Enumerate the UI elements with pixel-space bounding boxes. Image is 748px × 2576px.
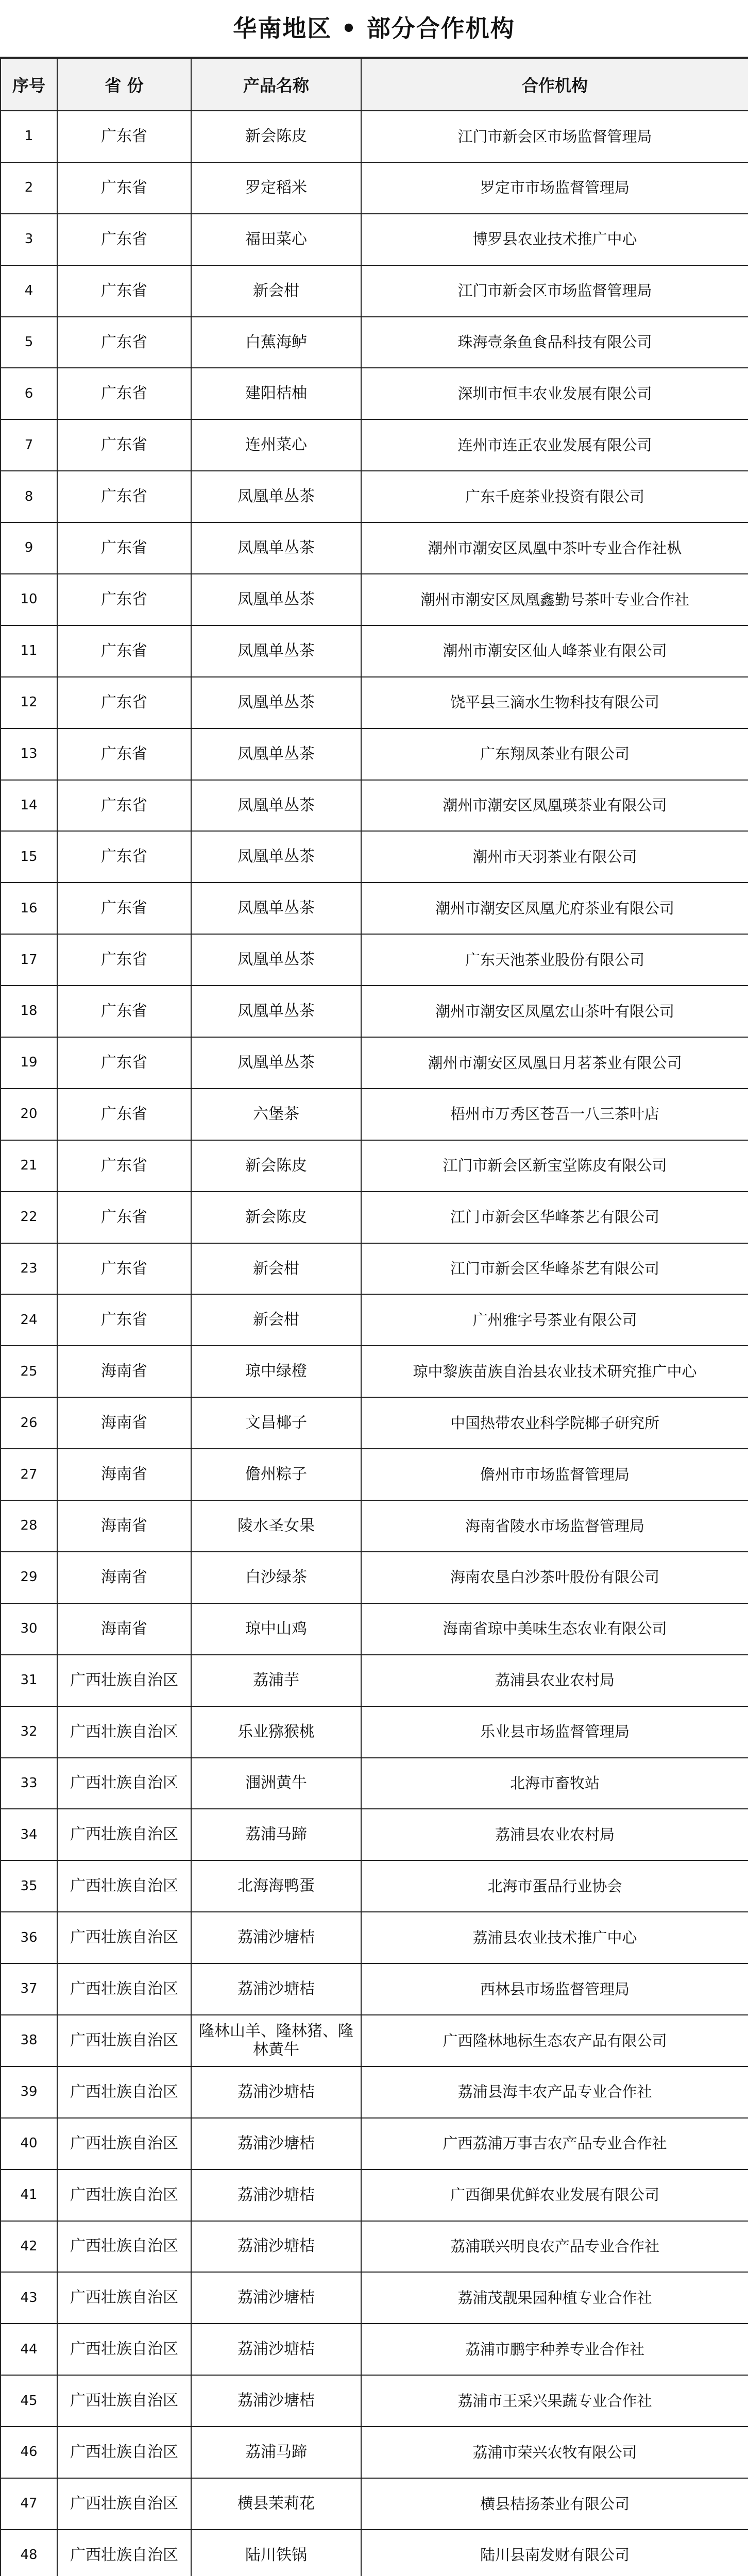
cell-province: 海南省: [57, 1603, 191, 1655]
table-row: [1, 265, 748, 317]
cell-province: 广东省: [57, 265, 191, 317]
table-row: [1, 1294, 748, 1346]
cell-organization: 梧州市万秀区苍吾一八三茶叶店: [361, 1089, 748, 1140]
cell-index: 32: [1, 1706, 57, 1758]
cell-index: 25: [1, 1346, 57, 1397]
table-row: [1, 1449, 748, 1500]
cell-organization: 广西隆林地标生态农产品有限公司: [361, 2015, 748, 2066]
cell-index: 29: [1, 1552, 57, 1603]
cell-product: 隆林山羊、隆林猪、隆林黄牛: [191, 2015, 361, 2066]
header-organization: 合作机构: [361, 58, 748, 111]
cell-product: 凤凰单丛茶: [191, 677, 361, 728]
cell-organization: 江门市新会区新宝堂陈皮有限公司: [361, 1140, 748, 1192]
cell-province: 广东省: [57, 317, 191, 368]
cell-product: 荔浦沙塘桔: [191, 2066, 361, 2118]
table-row: [1, 1346, 748, 1397]
cell-province: 广东省: [57, 419, 191, 471]
table-row: [1, 986, 748, 1037]
header-province: 省 份: [57, 58, 191, 111]
cell-index: 18: [1, 986, 57, 1037]
table-row: [1, 1500, 748, 1552]
cell-province: 广东省: [57, 522, 191, 574]
cell-organization: 中国热带农业科学院椰子研究所: [361, 1397, 748, 1449]
cell-product: 凤凰单丛茶: [191, 1037, 361, 1089]
cell-province: 广东省: [57, 1243, 191, 1295]
cell-organization: 广州雅字号茶业有限公司: [361, 1294, 748, 1346]
cell-index: 6: [1, 368, 57, 419]
cell-province: 广东省: [57, 1037, 191, 1089]
cell-product: 新会陈皮: [191, 1192, 361, 1243]
cell-product: 凤凰单丛茶: [191, 780, 361, 832]
cell-province: 广西壮族自治区: [57, 1860, 191, 1912]
table-row: [1, 2324, 748, 2375]
cell-province: 广西壮族自治区: [57, 2478, 191, 2530]
table-row: [1, 1603, 748, 1655]
cell-province: 广西壮族自治区: [57, 2118, 191, 2170]
cell-product: 白沙绿茶: [191, 1552, 361, 1603]
cell-index: 22: [1, 1192, 57, 1243]
cell-index: 45: [1, 2375, 57, 2427]
table-row: [1, 1860, 748, 1912]
cell-product: 荔浦沙塘桔: [191, 2375, 361, 2427]
cell-product: 琼中绿橙: [191, 1346, 361, 1397]
cell-index: 16: [1, 883, 57, 934]
cell-province: 广东省: [57, 780, 191, 832]
header-index: 序号: [1, 58, 57, 111]
cell-organization: 海南省琼中美味生态农业有限公司: [361, 1603, 748, 1655]
cell-province: 广西壮族自治区: [57, 1706, 191, 1758]
cell-product: 横县茉莉花: [191, 2478, 361, 2530]
cell-product: 凤凰单丛茶: [191, 574, 361, 625]
cell-province: 广东省: [57, 1140, 191, 1192]
cell-province: 广东省: [57, 214, 191, 265]
cell-organization: 广东翔凤茶业有限公司: [361, 728, 748, 780]
table-row: [1, 368, 748, 419]
cell-organization: 荔浦市鹏宇种养专业合作社: [361, 2324, 748, 2375]
cell-province: 海南省: [57, 1500, 191, 1552]
cell-product: 荔浦沙塘桔: [191, 2118, 361, 2170]
cell-product: 陆川铁锅: [191, 2530, 361, 2576]
cell-index: 35: [1, 1860, 57, 1912]
table-row: [1, 2066, 748, 2118]
cell-index: 46: [1, 2427, 57, 2478]
cell-index: 40: [1, 2118, 57, 2170]
table-row: [1, 1140, 748, 1192]
cell-product: 荔浦沙塘桔: [191, 2221, 361, 2273]
cell-province: 广西壮族自治区: [57, 1809, 191, 1860]
cell-province: 广西壮族自治区: [57, 2170, 191, 2221]
cell-province: 海南省: [57, 1397, 191, 1449]
cell-index: 47: [1, 2478, 57, 2530]
cell-organization: 陆川县南发财有限公司: [361, 2530, 748, 2576]
cell-province: 广东省: [57, 677, 191, 728]
cell-index: 20: [1, 1089, 57, 1140]
cell-province: 广西壮族自治区: [57, 2272, 191, 2324]
cell-organization: 荔浦县农业农村局: [361, 1809, 748, 1860]
cell-product: 凤凰单丛茶: [191, 986, 361, 1037]
cell-province: 广东省: [57, 471, 191, 522]
cell-organization: 珠海壹条鱼食品科技有限公司: [361, 317, 748, 368]
cell-organization: 潮州市潮安区凤凰尤府茶业有限公司: [361, 883, 748, 934]
cell-province: 广西壮族自治区: [57, 2530, 191, 2576]
cell-organization: 潮州市潮安区凤凰瑛茶业有限公司: [361, 780, 748, 832]
table-row: [1, 831, 748, 883]
cell-product: 凤凰单丛茶: [191, 471, 361, 522]
cell-organization: 潮州市潮安区凤凰鑫勤号茶叶专业合作社: [361, 574, 748, 625]
table-row: [1, 1706, 748, 1758]
table-row: [1, 574, 748, 625]
cell-index: 23: [1, 1243, 57, 1295]
table-row: [1, 1912, 748, 1963]
cell-index: 10: [1, 574, 57, 625]
cell-index: 11: [1, 625, 57, 677]
cell-organization: 荔浦县海丰农产品专业合作社: [361, 2066, 748, 2118]
cell-index: 37: [1, 1963, 57, 2015]
cell-province: 广东省: [57, 1192, 191, 1243]
cell-index: 44: [1, 2324, 57, 2375]
table-row: [1, 1089, 748, 1140]
cell-organization: 博罗县农业技术推广中心: [361, 214, 748, 265]
cell-province: 广东省: [57, 1294, 191, 1346]
cell-index: 42: [1, 2221, 57, 2273]
cell-organization: 广西荔浦万事吉农产品专业合作社: [361, 2118, 748, 2170]
cell-organization: 潮州市潮安区仙人峰茶业有限公司: [361, 625, 748, 677]
cell-index: 14: [1, 780, 57, 832]
cell-product: 涠洲黄牛: [191, 1758, 361, 1809]
cell-organization: 北海市畜牧站: [361, 1758, 748, 1809]
cell-province: 海南省: [57, 1552, 191, 1603]
cell-product: 凤凰单丛茶: [191, 934, 361, 986]
cell-index: 38: [1, 2015, 57, 2066]
cell-province: 广东省: [57, 625, 191, 677]
cell-index: 24: [1, 1294, 57, 1346]
cell-product: 乐业猕猴桃: [191, 1706, 361, 1758]
cell-organization: 荔浦市王采兴果蔬专业合作社: [361, 2375, 748, 2427]
table-row: [1, 1758, 748, 1809]
table-row: [1, 419, 748, 471]
cell-province: 广西壮族自治区: [57, 2427, 191, 2478]
cell-product: 荔浦马蹄: [191, 1809, 361, 1860]
table-row: [1, 883, 748, 934]
cell-index: 48: [1, 2530, 57, 2576]
cell-organization: 饶平县三滴水生物科技有限公司: [361, 677, 748, 728]
cell-index: 17: [1, 934, 57, 986]
cell-province: 广东省: [57, 831, 191, 883]
cell-province: 广东省: [57, 368, 191, 419]
cell-index: 5: [1, 317, 57, 368]
table-row: [1, 162, 748, 214]
cell-organization: 潮州市天羽茶业有限公司: [361, 831, 748, 883]
table-row: [1, 2427, 748, 2478]
cell-index: 2: [1, 162, 57, 214]
cell-organization: 连州市连正农业发展有限公司: [361, 419, 748, 471]
cell-province: 广西壮族自治区: [57, 2221, 191, 2273]
partner-table: [0, 58, 748, 2576]
table-row: [1, 317, 748, 368]
cell-index: 13: [1, 728, 57, 780]
cell-product: 新会柑: [191, 1294, 361, 1346]
cell-province: 广西壮族自治区: [57, 2066, 191, 2118]
cell-product: 六堡茶: [191, 1089, 361, 1140]
cell-index: 4: [1, 265, 57, 317]
cell-organization: 荔浦市荣兴农牧有限公司: [361, 2427, 748, 2478]
cell-index: 7: [1, 419, 57, 471]
cell-province: 广西壮族自治区: [57, 2324, 191, 2375]
cell-province: 广东省: [57, 986, 191, 1037]
cell-province: 广东省: [57, 934, 191, 986]
cell-product: 凤凰单丛茶: [191, 831, 361, 883]
cell-organization: 琼中黎族苗族自治县农业技术研究推广中心: [361, 1346, 748, 1397]
table-row: [1, 522, 748, 574]
cell-product: 北海海鸭蛋: [191, 1860, 361, 1912]
cell-organization: 西林县市场监督管理局: [361, 1963, 748, 2015]
table-row: [1, 1037, 748, 1089]
cell-product: 荔浦沙塘桔: [191, 2272, 361, 2324]
cell-organization: 横县桔扬茶业有限公司: [361, 2478, 748, 2530]
cell-organization: 荔浦联兴明良农产品专业合作社: [361, 2221, 748, 2273]
cell-product: 新会柑: [191, 265, 361, 317]
cell-product: 罗定稻米: [191, 162, 361, 214]
table-row: [1, 2478, 748, 2530]
cell-index: 43: [1, 2272, 57, 2324]
cell-product: 荔浦芋: [191, 1655, 361, 1706]
cell-index: 27: [1, 1449, 57, 1500]
cell-product: 儋州粽子: [191, 1449, 361, 1500]
cell-province: 广西壮族自治区: [57, 1655, 191, 1706]
cell-organization: 海南农垦白沙茶叶股份有限公司: [361, 1552, 748, 1603]
cell-product: 连州菜心: [191, 419, 361, 471]
table-row: [1, 2272, 748, 2324]
cell-index: 28: [1, 1500, 57, 1552]
cell-product: 凤凰单丛茶: [191, 522, 361, 574]
table-header-row: [1, 58, 748, 111]
cell-province: 广西壮族自治区: [57, 2375, 191, 2427]
cell-organization: 潮州市潮安区凤凰中茶叶专业合作社枞: [361, 522, 748, 574]
cell-product: 荔浦沙塘桔: [191, 2324, 361, 2375]
cell-index: 19: [1, 1037, 57, 1089]
cell-index: 31: [1, 1655, 57, 1706]
table-row: [1, 1655, 748, 1706]
cell-product: 新会陈皮: [191, 1140, 361, 1192]
cell-index: 3: [1, 214, 57, 265]
cell-organization: 罗定市市场监督管理局: [361, 162, 748, 214]
cell-product: 荔浦沙塘桔: [191, 2170, 361, 2221]
cell-product: 建阳桔柚: [191, 368, 361, 419]
table-row: [1, 2375, 748, 2427]
table-row: [1, 1397, 748, 1449]
cell-product: 白蕉海鲈: [191, 317, 361, 368]
cell-product: 琼中山鸡: [191, 1603, 361, 1655]
cell-organization: 海南省陵水市场监督管理局: [361, 1500, 748, 1552]
table-row: [1, 934, 748, 986]
cell-province: 海南省: [57, 1449, 191, 1500]
cell-province: 广东省: [57, 728, 191, 780]
page-title: 华南地区 • 部分合作机构: [0, 0, 748, 58]
cell-index: 1: [1, 111, 57, 162]
cell-index: 15: [1, 831, 57, 883]
cell-organization: 儋州市市场监督管理局: [361, 1449, 748, 1500]
cell-product: 凤凰单丛茶: [191, 625, 361, 677]
cell-province: 广东省: [57, 162, 191, 214]
cell-organization: 广东天池茶业股份有限公司: [361, 934, 748, 986]
cell-product: 文昌椰子: [191, 1397, 361, 1449]
cell-index: 9: [1, 522, 57, 574]
cell-organization: 江门市新会区华峰茶艺有限公司: [361, 1243, 748, 1295]
cell-index: 26: [1, 1397, 57, 1449]
table-row: [1, 471, 748, 522]
cell-organization: 广东千庭茶业投资有限公司: [361, 471, 748, 522]
table-row: [1, 728, 748, 780]
cell-index: 21: [1, 1140, 57, 1192]
cell-product: 荔浦马蹄: [191, 2427, 361, 2478]
cell-province: 广东省: [57, 574, 191, 625]
table-row: [1, 1809, 748, 1860]
cell-province: 广东省: [57, 883, 191, 934]
cell-index: 8: [1, 471, 57, 522]
table-row: [1, 2221, 748, 2273]
cell-organization: 江门市新会区市场监督管理局: [361, 265, 748, 317]
table-row: [1, 677, 748, 728]
cell-product: 福田菜心: [191, 214, 361, 265]
cell-index: 41: [1, 2170, 57, 2221]
table-row: [1, 214, 748, 265]
cell-province: 广西壮族自治区: [57, 1758, 191, 1809]
cell-organization: 广西御果优鲜农业发展有限公司: [361, 2170, 748, 2221]
cell-province: 海南省: [57, 1346, 191, 1397]
table-row: [1, 625, 748, 677]
header-product: 产品名称: [191, 58, 361, 111]
table-row: [1, 111, 748, 162]
cell-organization: 北海市蛋品行业协会: [361, 1860, 748, 1912]
cell-index: 30: [1, 1603, 57, 1655]
cell-province: 广东省: [57, 111, 191, 162]
table-row: [1, 1192, 748, 1243]
cell-organization: 荔浦县农业技术推广中心: [361, 1912, 748, 1963]
cell-organization: 荔浦县农业农村局: [361, 1655, 748, 1706]
cell-province: 广西壮族自治区: [57, 1912, 191, 1963]
cell-index: 12: [1, 677, 57, 728]
table-row: [1, 1963, 748, 2015]
table-row: [1, 1552, 748, 1603]
cell-province: 广西壮族自治区: [57, 2015, 191, 2066]
table-row: [1, 780, 748, 832]
cell-organization: 江门市新会区华峰茶艺有限公司: [361, 1192, 748, 1243]
table-row: [1, 2530, 748, 2576]
cell-product: 凤凰单丛茶: [191, 728, 361, 780]
cell-organization: 潮州市潮安区凤凰日月茗茶业有限公司: [361, 1037, 748, 1089]
cell-product: 凤凰单丛茶: [191, 883, 361, 934]
cell-organization: 深圳市恒丰农业发展有限公司: [361, 368, 748, 419]
cell-organization: 荔浦茂靓果园种植专业合作社: [361, 2272, 748, 2324]
cell-index: 36: [1, 1912, 57, 1963]
cell-product: 新会柑: [191, 1243, 361, 1295]
cell-product: 陵水圣女果: [191, 1500, 361, 1552]
table-row: [1, 1243, 748, 1295]
cell-province: 广东省: [57, 1089, 191, 1140]
table-row: [1, 2015, 748, 2066]
cell-organization: 江门市新会区市场监督管理局: [361, 111, 748, 162]
cell-province: 广西壮族自治区: [57, 1963, 191, 2015]
cell-product: 荔浦沙塘桔: [191, 1963, 361, 2015]
cell-product: 新会陈皮: [191, 111, 361, 162]
cell-product: 荔浦沙塘桔: [191, 1912, 361, 1963]
table-row: [1, 2170, 748, 2221]
cell-organization: 潮州市潮安区凤凰宏山茶叶有限公司: [361, 986, 748, 1037]
cell-index: 34: [1, 1809, 57, 1860]
cell-organization: 乐业县市场监督管理局: [361, 1706, 748, 1758]
cell-index: 33: [1, 1758, 57, 1809]
table-row: [1, 2118, 748, 2170]
cell-index: 39: [1, 2066, 57, 2118]
